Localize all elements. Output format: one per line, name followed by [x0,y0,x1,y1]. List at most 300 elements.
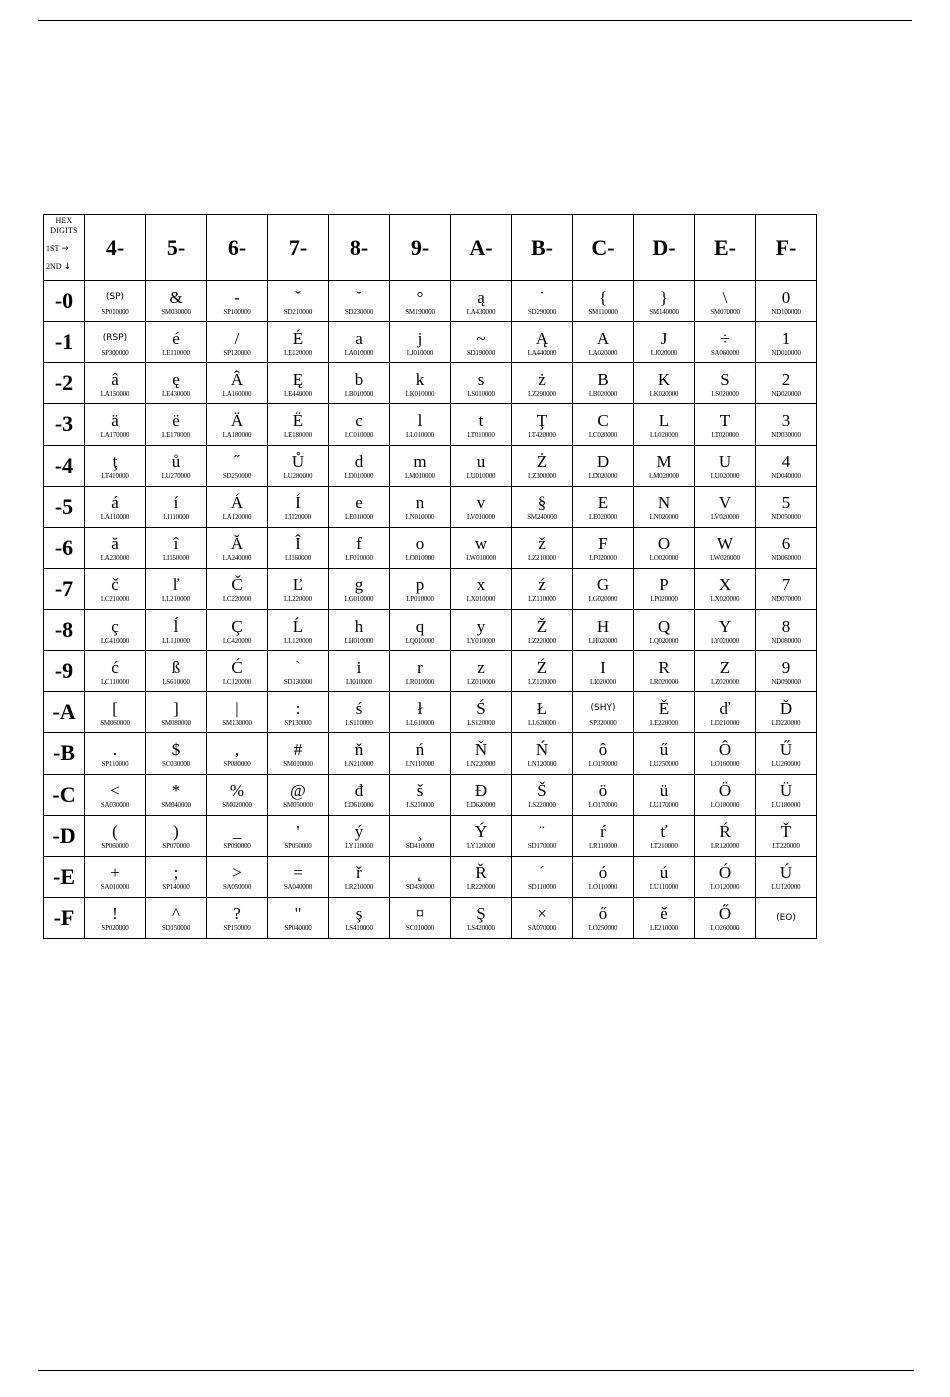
character-cell [329,692,390,733]
character-glyph: 3 [781,410,791,430]
character-cell [390,610,451,651]
character-glyph: ľ [172,575,180,595]
table-row [44,733,817,774]
character-glyph: ş [355,904,363,924]
character-glyph: Î [295,534,301,554]
character-cell [634,774,695,815]
character-cell [268,774,329,815]
character-code: LM020000 [649,472,679,481]
character-cell [573,363,634,404]
character-code: SP060000 [101,842,129,851]
character-code: SM050000 [283,801,313,810]
character-cell [512,363,573,404]
character-glyph: Ň [474,739,488,759]
character-cell [756,363,817,404]
character-code: SC010000 [406,924,434,933]
character-code: SD430000 [405,883,435,892]
character-glyph: O [657,534,671,554]
character-glyph: Ł [536,698,548,718]
character-glyph: f [356,534,362,554]
character-cell [634,363,695,404]
character-glyph: E [597,493,609,513]
character-code: LE440000 [284,389,312,398]
character-code: LS410000 [345,924,373,933]
character-glyph: | [235,698,239,718]
character-cell [390,281,451,322]
character-glyph: ˘ [356,287,362,307]
character-code: LU260000 [771,759,801,768]
table-row [44,527,817,568]
table-row [44,322,817,363]
character-code: LT020000 [711,430,739,439]
character-cell [207,610,268,651]
character-glyph: ] [173,698,179,718]
character-glyph: (SP) [105,291,125,302]
character-cell [573,651,634,692]
column-header: E- [695,215,756,281]
column-header: 8- [329,215,390,281]
character-code: LA160000 [222,389,252,398]
row-header: -B [44,733,85,774]
row-header: -C [44,774,85,815]
second-digit-text: 2ND [46,262,62,271]
character-glyph: ü [659,781,669,801]
character-glyph: Q [657,616,671,636]
character-glyph: â [111,369,119,389]
character-code: LK010000 [405,389,435,398]
character-cell [329,610,390,651]
character-code: LX020000 [710,595,740,604]
character-glyph: - [234,287,240,307]
character-glyph: ' [296,822,300,842]
character-glyph: F [598,534,608,554]
character-cell [512,774,573,815]
character-code: LA170000 [100,430,130,439]
character-cell [268,815,329,856]
character-code: LU170000 [649,801,679,810]
character-glyph: § [537,493,547,513]
character-code: ND090000 [771,677,801,686]
character-code: LA120000 [222,513,252,522]
character-code: SP120000 [223,348,251,357]
table-row [44,897,817,938]
character-code: SM040000 [161,801,191,810]
character-glyph: Ź [536,657,548,677]
character-glyph: s [477,369,485,389]
character-glyph: ` [295,657,301,677]
character-code: SP020000 [101,924,129,933]
character-cell [268,486,329,527]
character-cell [695,568,756,609]
character-code: LM010000 [405,472,435,481]
character-glyph: 6 [781,534,791,554]
character-cell [695,527,756,568]
character-glyph: ? [233,904,241,924]
character-glyph: ä [111,410,119,430]
character-glyph: Ń [535,739,549,759]
character-glyph: Đ [474,781,488,801]
character-code: LU020000 [710,472,740,481]
character-code: LO110000 [588,883,618,892]
character-glyph: t [478,410,484,430]
character-glyph: î [173,534,179,554]
character-glyph: , [234,739,240,759]
character-cell [695,281,756,322]
character-glyph: Ď [779,698,793,718]
table-row [44,856,817,897]
character-glyph: T [719,410,731,430]
character-code: LG020000 [588,595,618,604]
character-code: LC210000 [100,595,130,604]
character-cell [85,527,146,568]
row-header: -2 [44,363,85,404]
character-glyph: Y [718,616,732,636]
character-code: LE220000 [650,718,678,727]
character-code: LZ110000 [528,595,556,604]
column-header: 9- [390,215,451,281]
character-code: LU280000 [283,472,313,481]
character-cell [451,897,512,938]
character-code: LS020000 [711,389,739,398]
character-glyph: ţ [112,452,118,472]
character-cell [146,692,207,733]
character-code: LE120000 [284,348,312,357]
character-glyph: n [415,493,425,513]
character-cell [451,774,512,815]
character-code: LY020000 [710,636,740,645]
character-code: SC030000 [162,759,190,768]
code-table-body [44,281,817,939]
character-code: LC110000 [100,677,130,686]
character-cell [451,568,512,609]
character-code: LV020000 [710,513,740,522]
character-code: LR120000 [710,842,740,851]
character-cell [207,363,268,404]
character-glyph: Ů [291,452,305,472]
character-glyph: ě [660,904,668,924]
character-cell [268,281,329,322]
character-code: LF010000 [345,554,373,563]
character-glyph: ¸ [417,822,423,842]
character-cell [634,322,695,363]
character-glyph: č [111,575,119,595]
character-cell [451,322,512,363]
character-cell [268,404,329,445]
character-code: SP080000 [223,759,251,768]
character-code: LT210000 [650,842,678,851]
character-glyph: v [476,493,486,513]
character-cell [451,610,512,651]
character-code: LH010000 [344,636,374,645]
character-code: SM110000 [588,307,618,316]
character-code: LU010000 [466,472,496,481]
character-glyph: ˝ [234,452,240,472]
character-cell [329,322,390,363]
character-cell [512,610,573,651]
character-cell [85,568,146,609]
character-cell [573,774,634,815]
character-code: SA050000 [222,883,252,892]
character-cell [85,856,146,897]
character-cell [512,692,573,733]
character-code: LK020000 [649,389,679,398]
character-glyph: ¨ [539,822,545,842]
character-glyph: ů [171,452,181,472]
character-glyph: L [658,410,670,430]
character-code: SD230000 [344,307,374,316]
character-cell [512,897,573,938]
row-header: -1 [44,322,85,363]
character-cell [573,610,634,651]
character-cell [756,897,817,938]
character-glyph: ř [356,863,362,883]
character-cell [329,897,390,938]
character-cell [207,815,268,856]
character-glyph: ň [354,739,364,759]
row-header: -3 [44,404,85,445]
character-code: LC220000 [222,595,252,604]
character-cell [451,733,512,774]
character-glyph: É [292,328,304,348]
character-code: LL020000 [650,430,678,439]
character-code: LQ020000 [649,636,679,645]
character-glyph: Á [230,493,244,513]
character-code: LS120000 [467,718,495,727]
character-cell [268,445,329,486]
character-glyph: é [172,328,180,348]
character-glyph: D [596,452,610,472]
character-code: LF020000 [589,554,617,563]
character-glyph: Ű [779,739,793,759]
character-glyph: Č [231,575,243,595]
character-cell [634,610,695,651]
character-glyph: Ť [780,822,792,842]
character-code: SP110000 [101,759,129,768]
character-cell [268,322,329,363]
column-header-row [44,215,817,281]
character-cell [390,363,451,404]
character-code: LD610000 [344,801,374,810]
character-glyph: Ś [476,698,486,718]
character-glyph: ž [538,534,546,554]
character-glyph: Ç [231,616,243,636]
character-code: SD150000 [161,924,191,933]
character-glyph: ß [171,657,181,677]
character-code: LZ120000 [528,677,556,686]
character-glyph: : [295,698,301,718]
character-glyph: 7 [781,575,791,595]
character-cell [512,486,573,527]
character-cell [85,363,146,404]
character-glyph: ˇ [295,287,301,307]
character-code: LH020000 [588,636,618,645]
row-header: -4 [44,445,85,486]
character-glyph: & [169,287,183,307]
character-cell [146,610,207,651]
character-cell [695,897,756,938]
character-cell [146,897,207,938]
character-glyph: H [596,616,610,636]
character-code: LZ300000 [528,472,556,481]
character-code: LL110000 [162,636,190,645]
character-glyph: ! [112,904,118,924]
character-code: LA430000 [466,307,496,316]
character-cell [268,651,329,692]
character-cell [451,445,512,486]
character-code: SD170000 [527,842,557,851]
first-digit-text: 1ST [46,244,60,253]
character-code: LU180000 [771,801,801,810]
character-code: SD110000 [527,883,557,892]
character-cell [146,363,207,404]
character-cell [573,692,634,733]
character-cell [146,445,207,486]
character-cell [207,281,268,322]
character-glyph: Ô [718,739,732,759]
character-glyph: . [112,739,118,759]
character-code: LI160000 [284,554,311,563]
character-glyph: ´ [539,863,545,883]
character-glyph: ď [719,698,731,718]
character-glyph: % [229,781,245,801]
character-glyph: { [598,287,608,307]
character-cell [634,527,695,568]
character-cell [207,774,268,815]
character-cell [695,692,756,733]
character-glyph: Ő [718,904,732,924]
character-glyph: ú [659,863,669,883]
character-cell [329,774,390,815]
character-glyph: 8 [781,616,791,636]
character-glyph: $ [171,739,181,759]
character-code: LS220000 [528,801,556,810]
character-glyph: h [354,616,364,636]
character-glyph: # [293,739,303,759]
character-code: SP300000 [101,348,129,357]
character-code: LL120000 [284,636,312,645]
character-code: LA110000 [100,513,130,522]
character-code: LY110000 [345,842,373,851]
character-glyph: í [173,493,179,513]
character-glyph: X [718,575,732,595]
character-cell [329,568,390,609]
character-cell [85,404,146,445]
character-code: LL610000 [406,718,434,727]
table-row [44,815,817,856]
column-header: 6- [207,215,268,281]
row-header: -7 [44,568,85,609]
character-cell [390,322,451,363]
character-code: LE180000 [284,430,312,439]
character-glyph: Ę [292,369,304,389]
row-header: -F [44,897,85,938]
character-cell [756,527,817,568]
character-glyph: Ŕ [719,822,731,842]
character-cell [85,445,146,486]
character-code: LO020000 [649,554,679,563]
character-code: LS110000 [345,718,373,727]
column-header: 4- [85,215,146,281]
character-glyph: Ĺ [292,616,304,636]
character-glyph: K [657,369,671,389]
character-code: LA150000 [100,389,130,398]
character-cell [573,568,634,609]
row-header: -8 [44,610,85,651]
corner-digits-label: DIGITS [50,226,78,235]
character-glyph: x [476,575,486,595]
character-cell [756,404,817,445]
character-code: SM080000 [161,718,191,727]
character-cell [634,733,695,774]
character-cell [756,486,817,527]
character-glyph: 5 [781,493,791,513]
character-code: SP070000 [162,842,190,851]
character-code: LR220000 [466,883,496,892]
character-cell [146,486,207,527]
character-code: LL220000 [284,595,312,604]
top-rule [38,20,912,21]
character-glyph: ń [415,739,425,759]
character-code: SP130000 [284,718,312,727]
character-code: LT220000 [772,842,800,851]
character-cell [451,527,512,568]
character-cell [146,527,207,568]
character-code: LN110000 [405,759,435,768]
character-cell [756,445,817,486]
character-glyph: Ż [536,452,548,472]
character-glyph: P [659,575,669,595]
character-cell [634,856,695,897]
character-code: LZ210000 [528,554,556,563]
character-cell [634,445,695,486]
character-glyph: d [354,452,364,472]
character-code: LD220000 [771,718,801,727]
character-code: LO010000 [405,554,435,563]
character-cell [146,568,207,609]
character-code: LA180000 [222,430,252,439]
character-code: LN220000 [466,759,496,768]
character-glyph: w [474,534,488,554]
row-header: -A [44,692,85,733]
character-cell [207,692,268,733]
character-cell [390,815,451,856]
arrow-right-icon: → [61,244,69,254]
character-code: LR210000 [344,883,374,892]
character-glyph: = [293,863,303,883]
character-code: SA040000 [283,883,313,892]
character-glyph: đ [354,781,364,801]
character-glyph: Z [719,657,731,677]
table-row [44,651,817,692]
character-cell [451,404,512,445]
character-cell [756,733,817,774]
character-code: SM020000 [222,801,252,810]
character-code: SM140000 [649,307,679,316]
character-glyph: Ş [476,904,486,924]
character-cell [146,404,207,445]
character-glyph: á [111,493,119,513]
character-glyph: ç [111,616,119,636]
character-code: SP320000 [589,718,617,727]
character-cell [512,651,573,692]
bottom-rule [38,1370,914,1371]
character-cell [573,897,634,938]
character-cell [695,363,756,404]
character-glyph: ~ [476,328,486,348]
character-code: LD020000 [588,472,618,481]
character-cell [695,815,756,856]
row-header: -E [44,856,85,897]
